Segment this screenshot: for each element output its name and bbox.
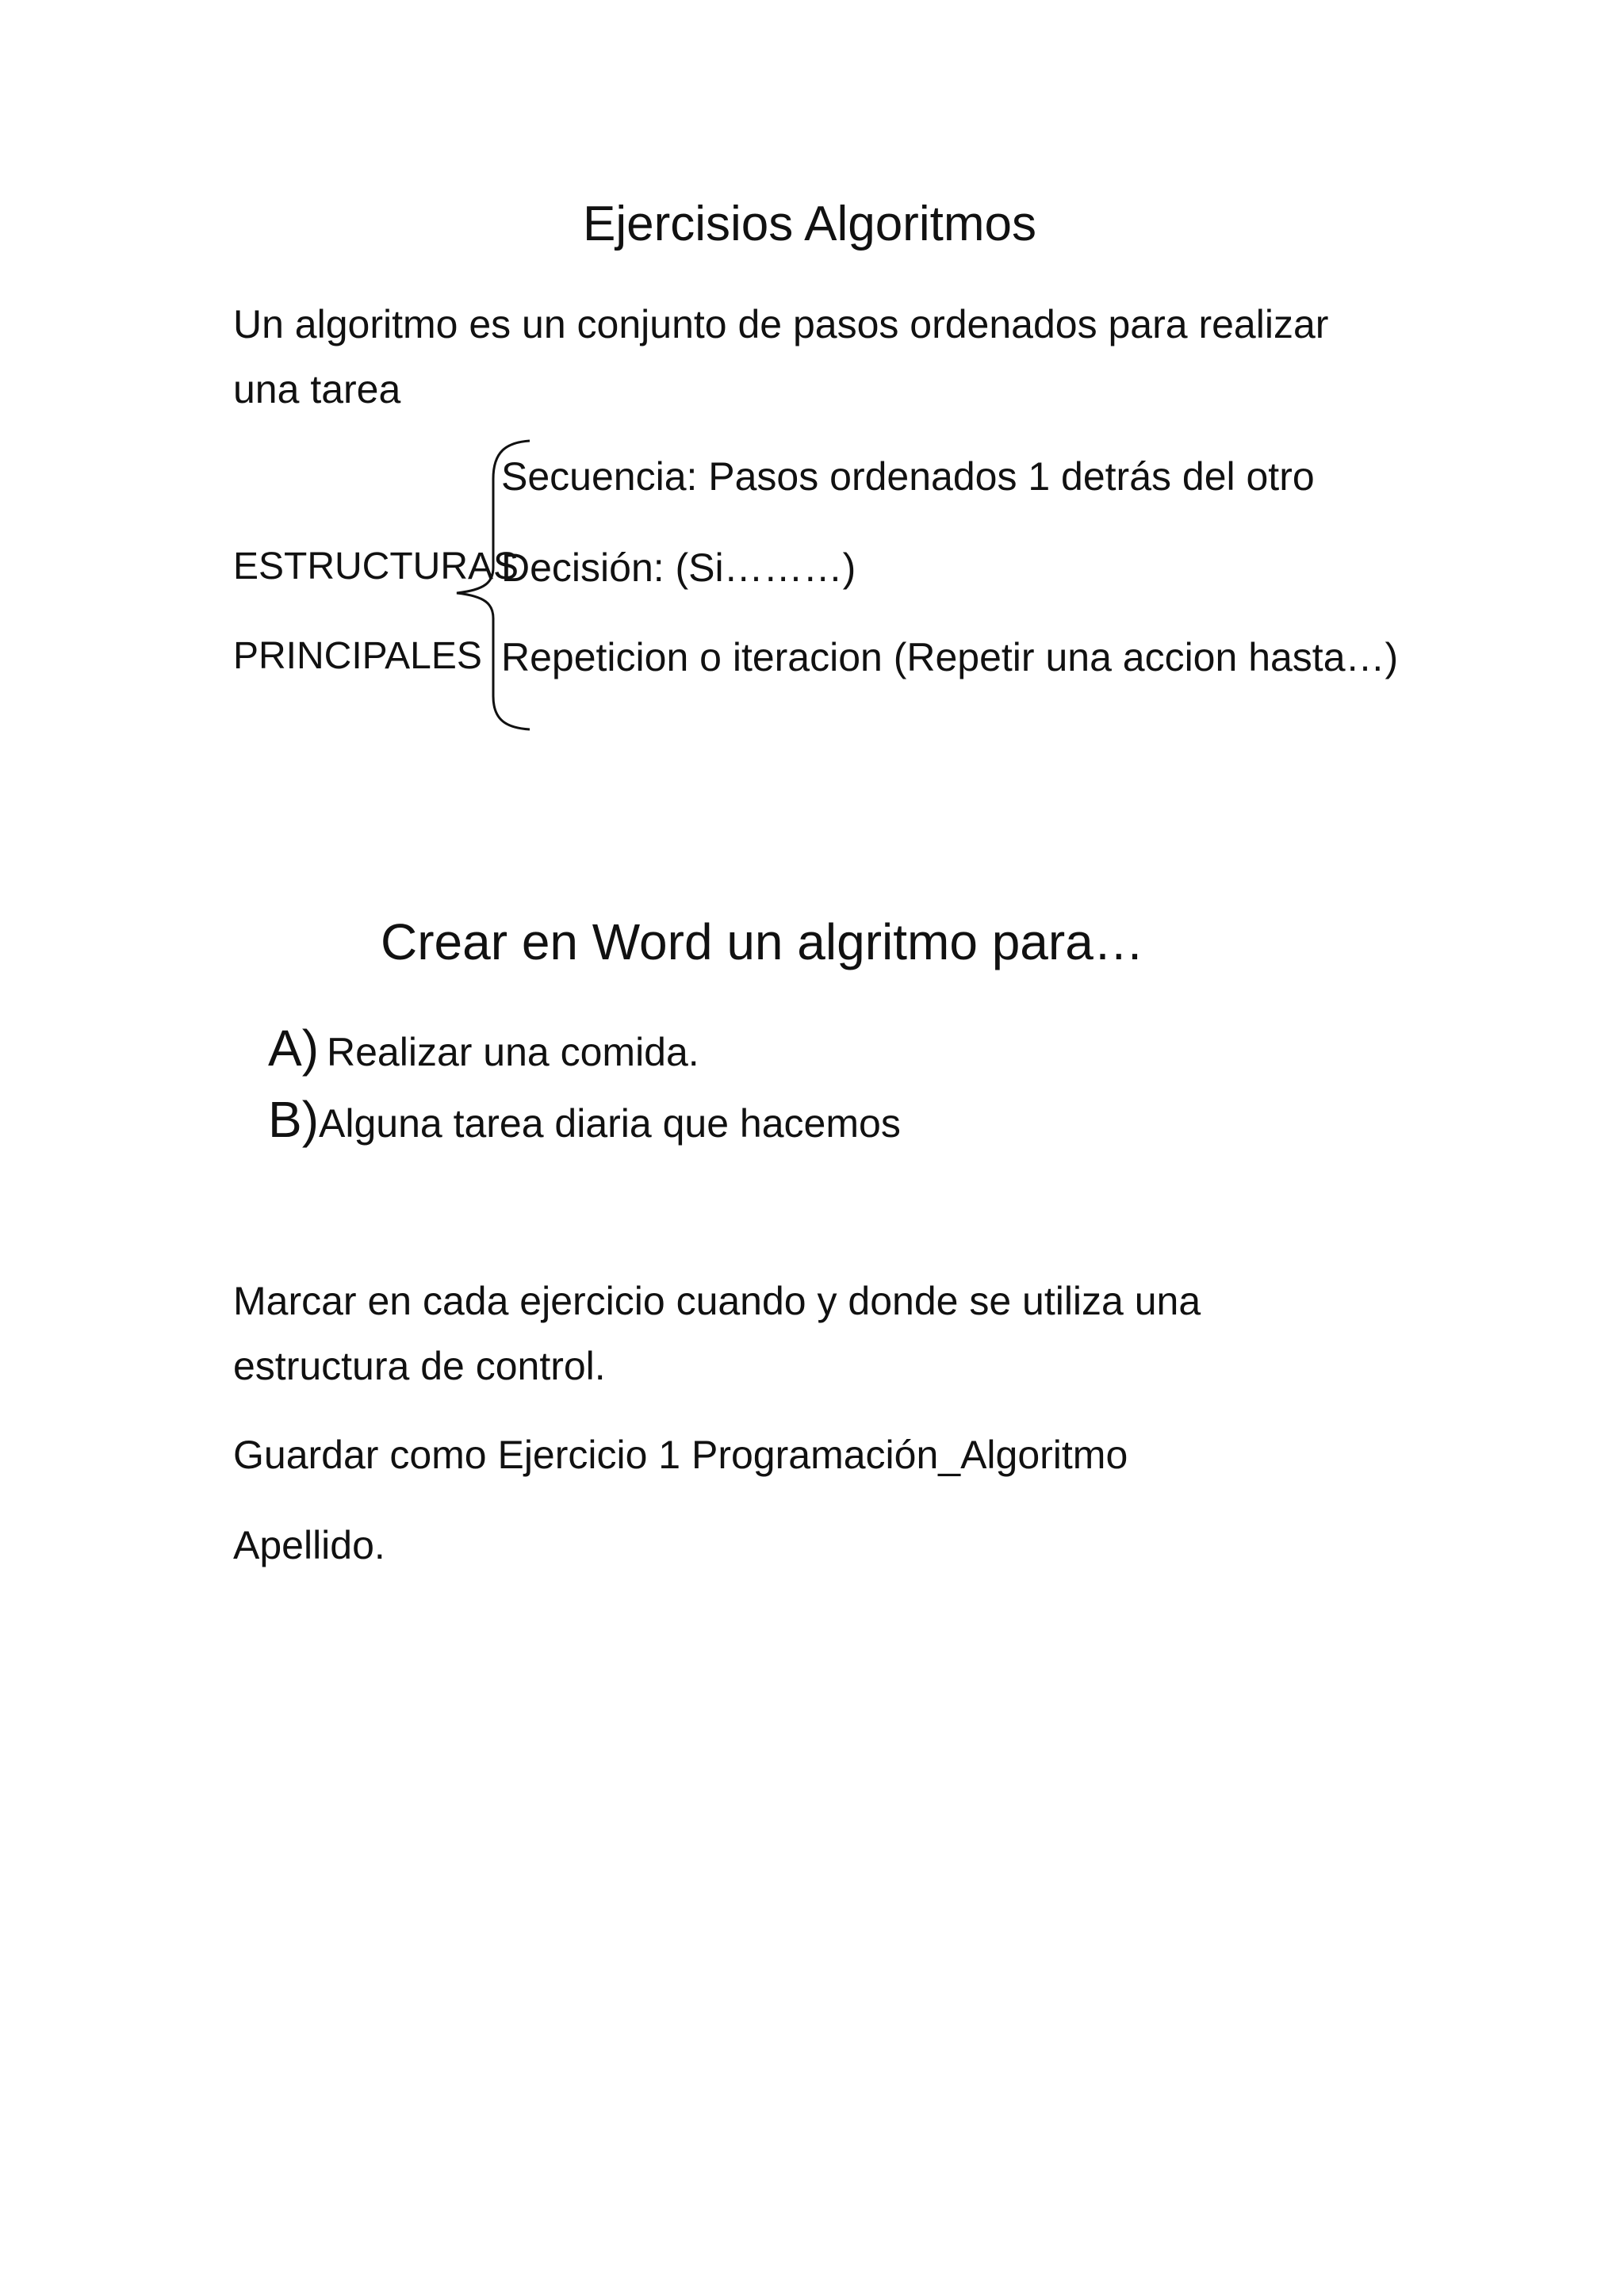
task-list-item-b	[268, 1091, 901, 1148]
intro-line-2: una tarea	[233, 367, 401, 411]
list-marker-b: B)	[268, 1091, 319, 1148]
instruction-mark-line-1: Marcar en cada ejercicio cuando y donde se utiliza una	[233, 1279, 1201, 1323]
structures-label-line-2: PRINCIPALES	[233, 635, 482, 677]
intro-line-1: Un algoritmo es un conjunto de pasos ordenados para realizar	[233, 302, 1329, 346]
structure-item-decision: Decisión: (Si………)	[501, 545, 856, 590]
list-item-text-a: Realizar una comida.	[327, 1030, 699, 1074]
task-list-item-a	[268, 1020, 699, 1077]
document-title: Ejercisios Algoritmos	[583, 197, 1036, 251]
structure-item-sequence: Secuencia: Pasos ordenados 1 detrás del otro	[501, 454, 1315, 499]
list-item-text-b: Alguna tarea diaria que hacemos	[319, 1101, 901, 1146]
structure-item-repetition: Repeticion o iteracion (Repetir una accion hasta…)	[501, 635, 1399, 679]
instruction-surname-line: Apellido.	[233, 1523, 385, 1567]
list-marker-a: A)	[268, 1020, 319, 1077]
instruction-save-line: Guardar como Ejercicio 1 Programación_Algoritmo	[233, 1433, 1128, 1477]
structures-label-line-1: ESTRUCTURAS	[233, 545, 519, 587]
task-heading: Crear en Word un algritmo para…	[381, 913, 1144, 970]
instruction-mark-line-2: estructura de control.	[233, 1344, 606, 1388]
